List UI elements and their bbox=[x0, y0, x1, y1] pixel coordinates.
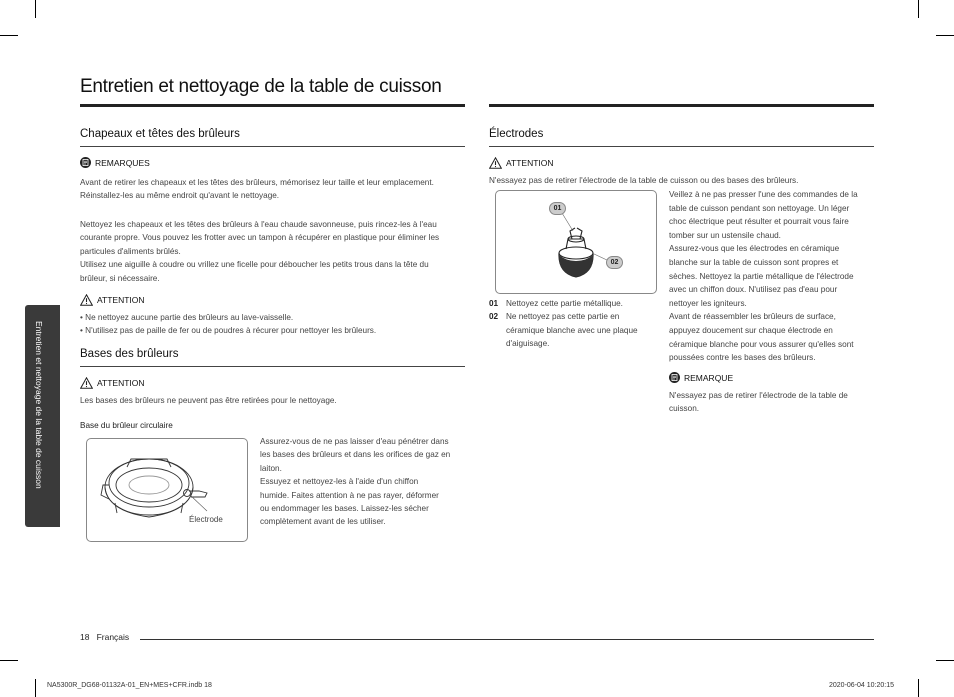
electrode-parts-list bbox=[489, 297, 659, 351]
remark-line: N'essayez pas de retirer l'électrode de la table de bbox=[669, 391, 848, 400]
remarks-label: REMARQUES bbox=[95, 157, 150, 168]
paragraph-line: courante propre. Vous pouvez les frotter avec un tampon à récupérer en plastique pour éliminer les bbox=[80, 233, 440, 243]
side-tab-label: Entretien et nettoyage de la table de cuisson bbox=[34, 321, 44, 489]
electrode-illustration bbox=[495, 190, 657, 294]
attention-list bbox=[80, 311, 465, 338]
instruction-line: table de cuisson pendant son nettoyage. Un léger bbox=[669, 203, 850, 213]
instruction-line: sèches. Nettoyez la partie métallique de l'électrode bbox=[669, 271, 854, 281]
file-name: NA5300R_DG68-01132A-01_EN+MES+CFR.indb 18 bbox=[47, 682, 212, 689]
cleaning-paragraph bbox=[80, 218, 465, 285]
electrode-callout-label: Électrode bbox=[189, 515, 223, 524]
base-text-line: ou endommager les bases. Laissez-les sécher bbox=[260, 504, 429, 514]
base-text-line: laiton. bbox=[260, 463, 282, 473]
print-timestamp: 2020-06-04 10:20:15 bbox=[829, 682, 894, 689]
remarks-heading bbox=[80, 157, 150, 168]
remark-line: cuisson. bbox=[669, 404, 700, 414]
instruction-line: blanche sur la table de cuisson sont propres et bbox=[669, 257, 839, 267]
paragraph-line: brûleur, si nécessaire. bbox=[80, 273, 160, 283]
section-rule bbox=[80, 146, 465, 147]
remarks-text bbox=[80, 176, 465, 203]
attention-label: ATTENTION bbox=[506, 158, 554, 168]
warning-icon bbox=[80, 294, 93, 306]
remark-heading bbox=[669, 372, 733, 383]
remarks-line: Réinstallez-les au même endroit qu'avant le nettoyage. bbox=[80, 191, 280, 201]
instruction-line: avec un chiffon doux. N'utilisez pas d'eau pour bbox=[669, 285, 838, 295]
callout-badge-01: 01 bbox=[549, 202, 566, 215]
paragraph-line: Utilisez une aiguille à coudre ou vrillez une ficelle pour déboucher les petits trous dans la tête du bbox=[80, 260, 429, 270]
electrode-attention-text: N'essayez pas de retirer l'électrode de la table de cuisson ou des bases des brûleurs. bbox=[489, 176, 799, 185]
callout-badge-02: 02 bbox=[606, 256, 623, 269]
page-footer bbox=[80, 632, 129, 642]
paragraph-line: particules d'aliments brûlés. bbox=[80, 246, 181, 256]
remark-label: REMARQUE bbox=[684, 372, 734, 383]
attention-heading bbox=[80, 294, 145, 306]
title-rule-left bbox=[80, 104, 465, 107]
base-cleaning-text bbox=[260, 435, 465, 529]
page-title: Entretien et nettoyage de la table de cuisson bbox=[80, 76, 442, 97]
section-title-electrodes: Électrodes bbox=[489, 128, 544, 140]
attention-bullet: • N'utilisez pas de paille de fer ou de poudres à récurer pour nettoyer les brûleurs. bbox=[80, 326, 377, 336]
note-icon bbox=[669, 372, 680, 383]
burner-base-illustration bbox=[86, 438, 248, 542]
attention-label: ATTENTION bbox=[97, 378, 145, 388]
instruction-line: Assurez-vous que les électrodes en céramique bbox=[669, 244, 840, 254]
base-text-line: Essuyez et nettoyez-les à l'aide d'un chiffon bbox=[260, 477, 419, 487]
electrode-instructions bbox=[669, 188, 874, 365]
instruction-line: nettoyer les igniteurs. bbox=[669, 298, 747, 308]
section-rule bbox=[80, 366, 465, 367]
base-caption: Base du brûleur circulaire bbox=[80, 421, 173, 430]
instruction-line: appuyez doucement sur chaque électrode en bbox=[669, 325, 833, 335]
page-number: 18 bbox=[80, 632, 90, 642]
attention-text: Les bases des brûleurs ne peuvent pas être retirées pour le nettoyage. bbox=[80, 396, 337, 405]
title-rule-right bbox=[489, 104, 874, 107]
instruction-line: poussées contre les bases des brûleurs. bbox=[669, 353, 816, 363]
page-language: Français bbox=[96, 632, 130, 642]
attention-bullet: • Ne nettoyez aucune partie des brûleurs au lave-vaisselle. bbox=[80, 313, 294, 322]
attention-heading bbox=[489, 157, 554, 169]
section-title-burner-bases: Bases des brûleurs bbox=[80, 348, 179, 360]
instruction-line: céramique blanche pour vous assurer qu'elles sont bbox=[669, 339, 854, 349]
base-text-line: humide. Faites attention à ne pas rayer, déformer bbox=[260, 490, 439, 500]
burner-base-drawing bbox=[87, 439, 247, 541]
parts-item-01: 01 Nettoyez cette partie métallique. bbox=[489, 299, 623, 308]
section-rule bbox=[489, 146, 874, 147]
section-title-burner-caps: Chapeaux et têtes des brûleurs bbox=[80, 128, 240, 140]
base-text-line: les bases des brûleurs et dans les orifices de gaz en bbox=[260, 450, 451, 460]
side-tab bbox=[25, 305, 60, 527]
paragraph-line: Nettoyez les chapeaux et les têtes des brûleurs à l'eau chaude savonneuse, puis rincez-les à l'eau bbox=[80, 220, 437, 229]
base-text-line: complètement avant de les utiliser. bbox=[260, 517, 386, 527]
remark-text bbox=[669, 389, 874, 416]
attention-label: ATTENTION bbox=[97, 295, 145, 305]
parts-item-02: 02 Ne nettoyez pas cette partie en céramique blanche avec une plaque d'aiguisage. bbox=[489, 312, 638, 349]
base-text-line: Assurez-vous de ne pas laisser d'eau pénétrer dans bbox=[260, 437, 449, 446]
warning-icon bbox=[489, 157, 502, 169]
instruction-line: Avant de réassembler les brûleurs de surface, bbox=[669, 312, 836, 322]
attention-heading bbox=[80, 377, 145, 389]
instruction-line: choc électrique peut résulter et pourrait vous faire bbox=[669, 217, 849, 227]
note-icon bbox=[80, 157, 91, 168]
instruction-line: Veillez à ne pas presser l'une des commandes de la bbox=[669, 190, 858, 199]
warning-icon bbox=[80, 377, 93, 389]
electrode-drawing bbox=[496, 191, 656, 293]
footer-rule bbox=[140, 639, 874, 640]
remarks-line: Avant de retirer les chapeaux et les têtes des brûleurs, mémorisez leur taille et leur emplacement. bbox=[80, 178, 434, 187]
instruction-line: tomber sur un ustensile chaud. bbox=[669, 230, 781, 240]
